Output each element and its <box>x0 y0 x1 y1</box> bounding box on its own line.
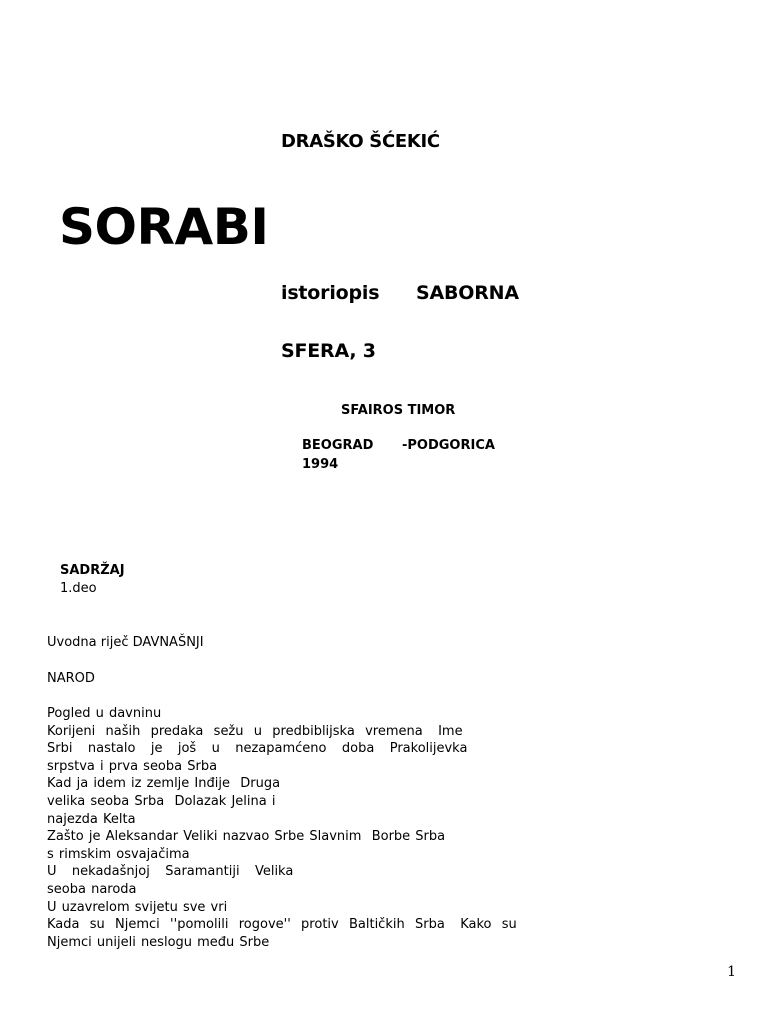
toc-entry: s rimskim osvajačima <box>47 846 190 862</box>
toc-entry: U uzavrelom svijetu sve vri <box>47 899 228 915</box>
toc-entry: U nekadašnjoj Saramantiji Velika <box>47 864 294 880</box>
toc-entry: Kada su Njemci ''pomolili rogove'' protiv Baltičkih Srba Kako su <box>47 917 517 933</box>
toc-entry: Zašto je Aleksandar Veliki nazvao Srbe Slavnim Borbe Srba <box>47 829 446 845</box>
toc-narod-line: NAROD <box>47 671 95 686</box>
toc-entry: Kad ja idem iz zemlje Inđije Druga <box>47 776 281 792</box>
publication-city-secondary: -PODGORICA <box>402 438 495 453</box>
toc-entry: seoba naroda <box>47 881 137 897</box>
toc-heading: SADRŽAJ <box>60 563 125 578</box>
toc-entry-list <box>47 705 517 951</box>
publication-year: 1994 <box>302 457 339 472</box>
publication-city: BEOGRAD <box>302 438 374 453</box>
toc-entry: srpstva i prva seoba Srba <box>47 758 218 774</box>
toc-entry: Pogled u davninu <box>47 706 162 721</box>
toc-part-label: 1.deo <box>60 581 97 596</box>
toc-entry: Njemci unijeli neslogu među Srbe <box>47 934 270 950</box>
toc-entry: Srbi nastalo je još u nezapamćeno doba Prakolijevka <box>47 741 468 757</box>
publisher-name: SFAIROS TIMOR <box>341 403 456 418</box>
toc-entry: velika seoba Srba Dolazak Jelina i <box>47 793 276 809</box>
toc-entry: najezda Kelta <box>47 811 136 827</box>
author-name: DRAŠKO ŠĆEKIĆ <box>281 131 440 152</box>
series-number: SFERA, 3 <box>281 340 376 362</box>
toc-entry: Korijeni naših predaka sežu u predbiblijska vremena Ime <box>47 723 463 739</box>
toc-intro-line: Uvodna riječ DAVNAŠNJI <box>47 635 204 650</box>
series-name: SABORNA <box>416 282 519 304</box>
book-subtitle: istoriopis <box>281 282 380 304</box>
book-title: SORABI <box>59 198 269 256</box>
page-number: 1 <box>727 964 736 980</box>
